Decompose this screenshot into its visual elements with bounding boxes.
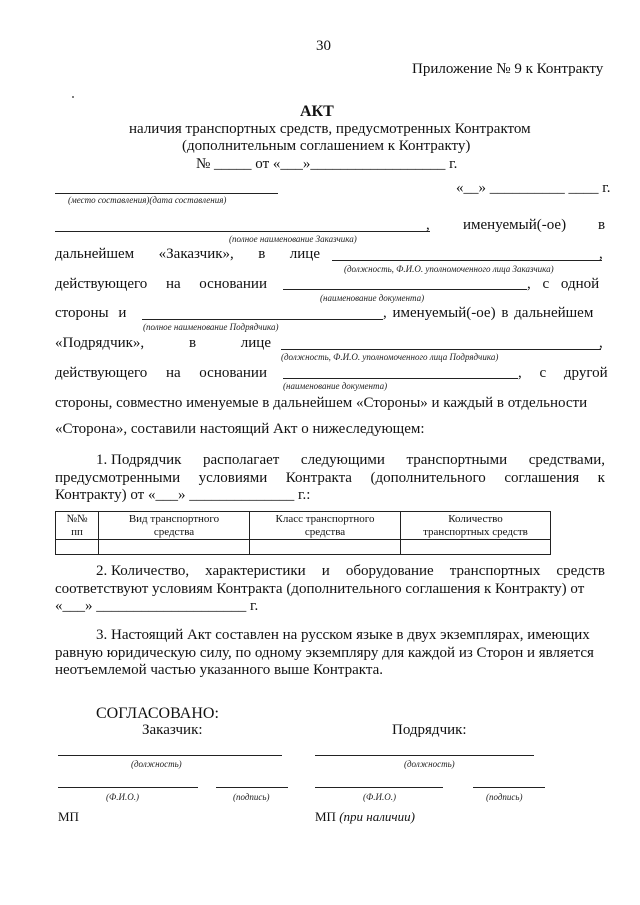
word: «Подрядчик»,	[55, 335, 145, 351]
customer-rep-caption: (должность, Ф.И.О. уполномоченного лица Заказчика)	[344, 264, 554, 274]
contractor-rep-caption: (должность, Ф.И.О. уполномоченного лица Подрядчика)	[281, 352, 499, 362]
place-date-caption: (место составления)(дата составления)	[68, 195, 227, 205]
contractor-seal-label: МП (при наличии)	[315, 809, 415, 824]
vehicles-table	[55, 511, 551, 555]
body-row-6	[55, 365, 267, 382]
customer-position-field[interactable]	[58, 755, 282, 756]
row-4-left: стороны и	[55, 305, 127, 321]
comma: ,	[599, 246, 603, 262]
comma: ,	[599, 335, 603, 351]
document-field-2[interactable]	[283, 378, 518, 379]
table-cell[interactable]	[401, 540, 551, 555]
p1-line-3: Контракту) от «___» ______________ г.:	[55, 487, 311, 503]
document-subtitle-2: (дополнительным соглашением к Контракту)	[182, 138, 471, 154]
contractor-rep-field[interactable]	[281, 349, 601, 350]
page-number: 30	[316, 38, 331, 54]
body-row-8: «Сторона», составили настоящий Акт о нижеследующем:	[55, 421, 425, 437]
customer-rep-field[interactable]	[332, 260, 602, 261]
customer-signature-field[interactable]	[216, 787, 288, 788]
header-cell-number: №№ пп	[56, 512, 99, 540]
word: лице	[240, 335, 271, 351]
body-row-5	[55, 335, 271, 352]
word: располагает	[203, 452, 280, 468]
customer-position-caption: (должность)	[131, 759, 182, 769]
row-3-tail: , с одной	[527, 276, 600, 292]
contractor-fio-caption: (Ф.И.О.)	[363, 792, 396, 802]
p2-line-1	[96, 563, 605, 580]
p2-line-3: «___» ____________________ г.	[55, 598, 259, 614]
p3-line-3: неотъемлемой частью указанного выше Контракта.	[55, 662, 383, 678]
if-any-note: (при наличии)	[339, 809, 415, 824]
contractor-position-caption: (должность)	[404, 759, 455, 769]
row-4-tail: , именуемый(-ое) в дальнейшем	[383, 305, 594, 321]
customer-fio-field[interactable]	[58, 787, 198, 788]
word: действующего	[55, 365, 148, 381]
customer-label: Заказчик:	[142, 722, 203, 738]
customer-name-field[interactable]	[55, 231, 430, 232]
word: соглашения	[504, 470, 580, 486]
contractor-position-field[interactable]	[315, 755, 534, 756]
date-right: «__» __________ ____ г.	[456, 180, 611, 196]
word: средств	[556, 563, 605, 579]
word: в	[258, 246, 266, 262]
header-cell-quantity: Количество транспортных средств	[401, 512, 551, 540]
contractor-signature-field[interactable]	[473, 787, 545, 788]
customer-name-caption: (полное наименование Заказчика)	[229, 234, 357, 244]
document-caption-2: (наименование документа)	[283, 381, 388, 391]
word: к	[597, 470, 605, 486]
named-label: именуемый(-ое)	[463, 217, 567, 233]
customer-fio-caption: (Ф.И.О.)	[106, 792, 139, 802]
word: «Заказчик»,	[158, 246, 234, 262]
p3-line-1: 3. Настоящий Акт составлен на русском языке в двух экземплярах, имеющих	[96, 627, 590, 643]
word: лице	[289, 246, 320, 262]
word: основании	[199, 365, 267, 381]
table-header-row	[56, 512, 551, 540]
row-6-tail: , с другой	[518, 365, 608, 381]
word: на	[165, 276, 181, 292]
table-cell[interactable]	[99, 540, 250, 555]
table-cell[interactable]	[250, 540, 401, 555]
document-field-1[interactable]	[283, 289, 527, 290]
header-cell-class: Класс транспортного средства	[250, 512, 401, 540]
act-number-line: № _____ от «___»__________________ г.	[196, 156, 458, 172]
word: дальнейшем	[55, 246, 135, 262]
p3-line-2: равную юридическую силу, по одному экземпляру для каждой из Сторон и является	[55, 645, 594, 661]
word: транспортными	[406, 452, 508, 468]
word: оборудование	[345, 563, 434, 579]
table-cell[interactable]	[56, 540, 99, 555]
document-caption-1: (наименование документа)	[320, 293, 425, 303]
agreed-heading: СОГЛАСОВАНО:	[96, 705, 219, 722]
scan-speck	[72, 96, 74, 98]
contractor-signature-caption: (подпись)	[486, 792, 523, 802]
document-subtitle-1: наличия транспортных средств, предусмотренных Контрактом	[129, 121, 531, 137]
contractor-name-caption: (полное наименование Подрядчика)	[143, 322, 279, 332]
header-cell-type: Вид транспортного средства	[99, 512, 250, 540]
word: Контракта	[285, 470, 352, 486]
word: предусмотренными	[55, 470, 181, 486]
word: основании	[199, 276, 267, 292]
customer-seal-label: МП	[58, 809, 79, 824]
customer-signature-caption: (подпись)	[233, 792, 270, 802]
comma: ,	[426, 217, 430, 233]
word: условиями	[198, 470, 268, 486]
p1-line-2	[55, 470, 605, 487]
table-row	[56, 540, 551, 555]
word: 1. Подрядчик	[96, 452, 182, 468]
word: на	[165, 365, 181, 381]
word: следующими	[300, 452, 385, 468]
body-row-7: стороны, совместно именуемые в дальнейшем «Стороны» и каждый в отдельности	[55, 395, 588, 411]
word: средствами,	[528, 452, 605, 468]
body-row-3	[55, 276, 267, 293]
contractor-name-field[interactable]	[142, 319, 383, 320]
place-date-field[interactable]	[55, 193, 278, 194]
word: в	[188, 335, 197, 351]
contractor-fio-field[interactable]	[315, 787, 443, 788]
word: действующего	[55, 276, 148, 292]
document-title: АКТ	[300, 103, 334, 120]
word: (дополнительного	[370, 470, 486, 486]
word-v: в	[598, 217, 606, 233]
body-row-2	[55, 246, 320, 263]
p2-line-2: соответствуют условиям Контракта (дополнительного соглашения к Контракту) от	[55, 581, 585, 597]
appendix-label: Приложение № 9 к Контракту	[412, 61, 604, 77]
word: характеристики	[205, 563, 306, 579]
p1-line-1	[96, 452, 605, 469]
contractor-label: Подрядчик:	[392, 722, 467, 738]
word: транспортных	[449, 563, 541, 579]
word: 2. Количество,	[96, 563, 190, 579]
word: и	[321, 563, 330, 579]
